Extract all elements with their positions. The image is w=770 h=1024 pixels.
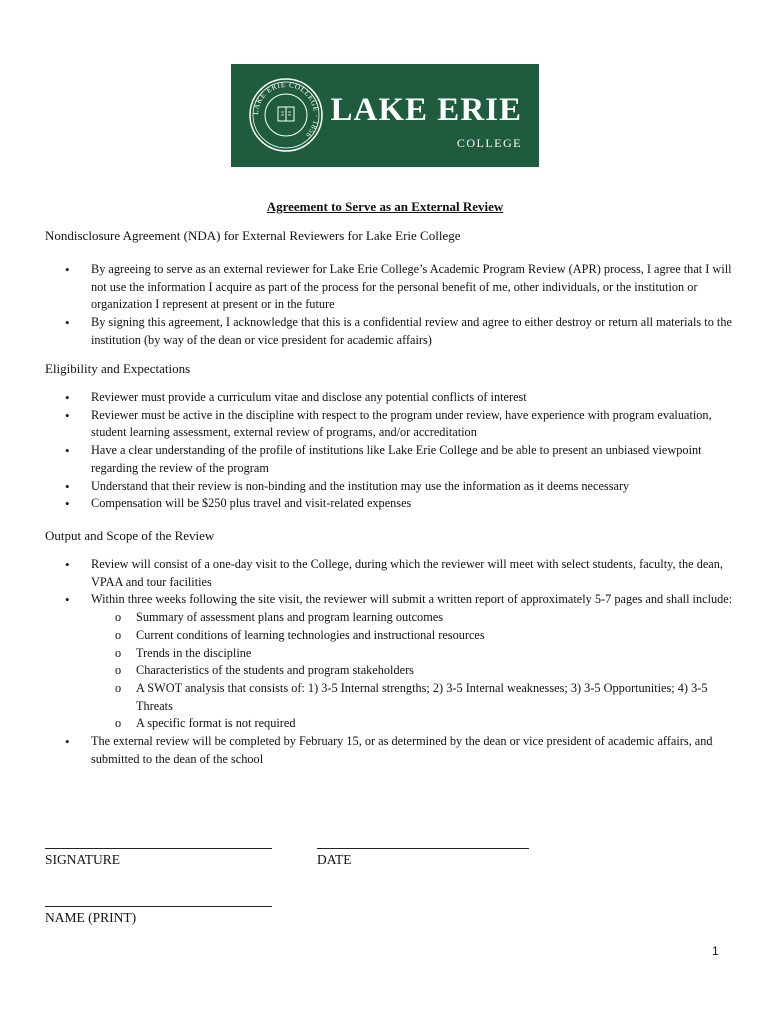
eligibility-heading: Eligibility and Expectations (45, 361, 191, 376)
nda-heading: Nondisclosure Agreement (NDA) for External Reviewers for Lake Erie College (45, 228, 461, 243)
report-contents-list (91, 609, 735, 733)
list-item (45, 591, 735, 733)
eligibility-list (45, 389, 735, 513)
date-label: DATE (317, 852, 352, 867)
list-item-text: Within three weeks following the site visit, the reviewer will submit a written report of approximately 5-7 pages and shall include: (91, 592, 733, 607)
list-item: • Review will consist of a one-day visit to the College, during which the reviewer will meet with select students, faculty, the dean, VPAA and tour facilities (45, 556, 735, 591)
name-label: NAME (PRINT) (45, 910, 137, 925)
list-item: • Have a clear understanding of the profile of institutions like Lake Erie College and be able to present an unbiased viewpoint regarding the review of the program (45, 442, 735, 477)
list-item: • Understand that their review is non-binding and the institution may use the information as it deems necessary (45, 478, 735, 496)
name-line[interactable] (45, 906, 272, 907)
list-item: • Reviewer must be active in the discipline with respect to the program under review, have experience with program evaluation, student learning assessment, external review of programs, and/or accreditation (45, 407, 735, 442)
list-item: • Compensation will be $250 plus travel and visit-related expenses (45, 495, 735, 513)
list-item: • Reviewer must provide a curriculum vitae and disclose any potential conflicts of interest (45, 389, 735, 407)
sub-list-item: o A specific format is not required (91, 715, 735, 733)
page-number: 1 (712, 944, 719, 958)
logo-subtitle: COLLEGE (456, 136, 522, 150)
date-line[interactable] (317, 848, 529, 849)
logo-title: LAKE ERIE (330, 92, 522, 128)
sub-list-item: o Current conditions of learning technologies and instructional resources (91, 627, 735, 645)
output-list (45, 556, 735, 768)
list-item: • By agreeing to serve as an external reviewer for Lake Erie College’s Academic Program Review (APR) process, I agree that I will not use the information I acquire as part of the process for the personal benefit of me, other individuals, or the institution or organization I represent at present or in the future (45, 261, 735, 314)
sub-list-item: o Summary of assessment plans and program learning outcomes (91, 609, 735, 627)
sub-list-item: o Characteristics of the students and program stakeholders (91, 662, 735, 680)
college-seal-icon (248, 77, 324, 153)
list-item: • The external review will be completed by February 15, or as determined by the dean or vice president of academic affairs, and submitted to the dean of the school (45, 733, 735, 768)
seal-text: LAKE ERIE COLLEGE · 1856 (250, 79, 322, 140)
signature-line[interactable] (45, 848, 272, 849)
output-heading: Output and Scope of the Review (45, 528, 215, 543)
sub-list-item: o Trends in the discipline (91, 645, 735, 663)
college-logo (231, 64, 539, 167)
signature-label: SIGNATURE (45, 852, 121, 867)
document-title: Agreement to Serve as an External Review (266, 199, 504, 214)
sub-list-item: o A SWOT analysis that consists of: 1) 3-5 Internal strengths; 2) 3-5 Internal weaknesses; 3) 3-5 Opportunities; 4) 3-5 Threats (91, 680, 735, 715)
nda-list (45, 261, 735, 350)
list-item: • By signing this agreement, I acknowledge that this is a confidential review and agree to either destroy or return all materials to the institution (by way of the dean or vice president for academic affairs) (45, 314, 735, 349)
